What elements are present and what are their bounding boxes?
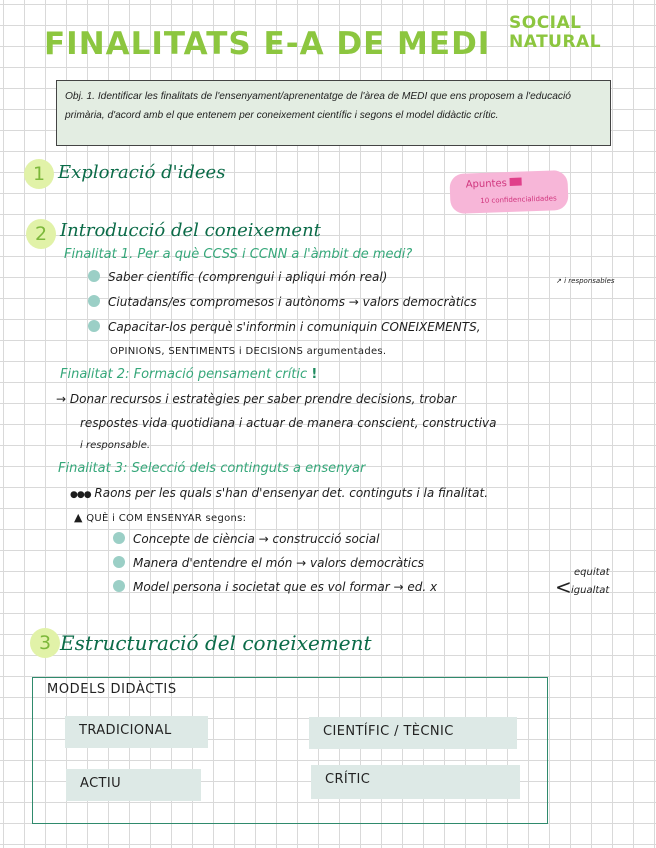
exclamation-icon: ! — [311, 367, 318, 382]
dots-icon: ●●● — [70, 490, 91, 500]
section-1-title: Exploració d'idees — [58, 162, 226, 183]
models-title: MODELS DIDÀCTIS — [47, 682, 177, 697]
note-igualtat: igualtat — [571, 585, 610, 596]
note-equitat: equitat — [574, 567, 610, 578]
flag-icon — [510, 178, 522, 186]
bullet-dot-icon — [88, 320, 100, 332]
sticky-note — [449, 170, 568, 214]
list-item: Concepte de ciència → construcció social — [113, 532, 379, 546]
bullet-dot-icon — [113, 580, 125, 592]
finalitat-2-title: Finalitat 2: Formació pensament crític ! — [60, 367, 318, 382]
bullet-dot-icon — [113, 556, 125, 568]
models-box — [32, 677, 548, 824]
title-natural: NATURAL — [509, 32, 602, 52]
sticky-subtitle: 10 confidencialidades — [480, 194, 557, 206]
list-item: Capacitar-los perquè s'informin i comuniquin CONEIXEMENTS, — [88, 320, 481, 334]
text-line: ●●● Raons per les quals s'han d'ensenyar det. continguts i la finalitat. — [70, 486, 489, 500]
bullet-dot-icon — [88, 270, 100, 282]
finalitat-3-title: Finalitat 3: Selecció dels continguts a ensenyar — [58, 461, 366, 476]
objective-box: Obj. 1. Identificar les finalitats de l'ensenyament/aprenentatge de l'àrea de MEDI que ens proposem a l'educació primària, d'acord amb el que entenem per coneixement científic i segons el model didàctic crític. — [56, 80, 611, 146]
page-title: FINALITATS E-A DE MEDI — [44, 26, 491, 62]
title-subtitle — [509, 14, 619, 52]
list-item-continuation: OPINIONS, SENTIMENTS i DECISIONS argumentades. — [110, 346, 387, 357]
title-social: SOCIAL — [509, 13, 582, 33]
bullet-dot-icon — [88, 295, 100, 307]
section-2-number: 2 — [26, 219, 56, 249]
text-line: → Donar recursos i estratègies per saber prendre decisions, trobar — [56, 392, 457, 406]
text-line: respostes vida quotidiana i actuar de manera conscient, constructiva — [80, 416, 497, 430]
finalitat-1-title: Finalitat 1. Per a què CCSS i CCNN a l'àmbit de medi? — [64, 247, 413, 262]
triangle-icon: ▲ — [74, 511, 83, 524]
bullet-dot-icon — [113, 532, 125, 544]
model-actiu: ACTIU — [66, 769, 201, 801]
section-2-title: Introducció del coneixement — [60, 220, 321, 241]
text-line: i responsable. — [80, 440, 151, 451]
list-item: Manera d'entendre el món → valors democràtics — [113, 556, 424, 570]
section-3-title: Estructuració del coneixement — [60, 631, 372, 655]
note-responsables: ↗ i responsables — [556, 277, 615, 285]
list-item: Saber científic (comprengui i apliqui món real) — [88, 270, 387, 284]
list-item: Ciutadans/es compromesos i autònoms → valors democràtics — [88, 295, 477, 309]
list-item: Model persona i societat que es vol formar → ed. x — [113, 580, 437, 594]
section-3-number: 3 — [30, 628, 60, 658]
model-tradicional: TRADICIONAL — [65, 716, 208, 748]
model-cientific-tecnic: CIENTÍFIC / TÈCNIC — [309, 717, 517, 749]
text-line: ▲ QUÈ i COM ENSENYAR segons: — [74, 511, 247, 524]
model-critic: CRÍTIC — [311, 765, 520, 799]
sticky-title: Apuntes — [466, 178, 523, 191]
section-1-number: 1 — [24, 159, 54, 189]
bracket-icon: < — [555, 575, 572, 599]
